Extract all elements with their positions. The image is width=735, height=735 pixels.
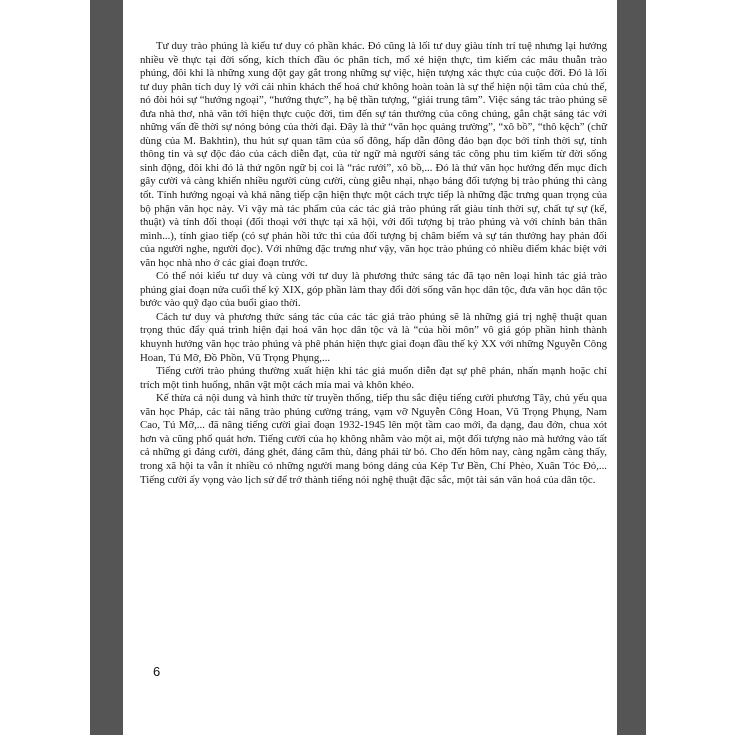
paragraph: Tiếng cười trào phúng thường xuất hiện khi tác giả muốn diễn đạt sự phê phán, nhấn mạnh hoặc chỉ trích một tình huống, nhân vật một cách mỉa mai và khôn khéo. xyxy=(140,365,607,391)
paragraph: Tư duy trào phúng là kiểu tư duy có phần khác. Đó cũng là lối tư duy giàu tính trí tuệ nhưng lại hướng nhiều về thực tại đời sống, kích thích đầu óc phân tích, mổ xẻ hiện thực, tìm kiếm các mâu thuẫn trào phúng, đôi khi là những xung đột gay gắt trong những sự việc, hiện tượng xác thực của cuộc đời. Đó là lối tư duy phân tích duy lý với cái nhìn khách thể hoá chứ không hoàn toàn là sự thể hiện nội tâm của chủ thể, nó đòi hỏi sự “hướng ngoại”, “hướng thực”, hạ bệ thần tượng, “giải trung tâm”. Việc sáng tác trào phúng sẽ đưa nhà thơ, nhà văn tới hiện thực cuộc đời, tìm đến sự tán thưởng của công chúng, gắn chặt sáng tác với những vấn đề thời sự nóng bỏng của thời đại. Đây là thứ “văn học quảng trường”, “xô bồ”, “thô kệch” (chữ dùng của M. Bakhtin), thu hút sự quan tâm của số đông, hấp dẫn đông đảo bạn đọc bởi tính thời sự, tính thông tin và sự độc đáo của cách diễn đạt, của từ ngữ mà người sáng tác công phu tìm kiếm từ đời sống sinh động, đôi khi đó là thứ ngôn ngữ bị coi là “rác rưởi”, xô bồ,... Đó là thứ văn học hướng đến mục đích gây cười và càng khiến nhiều người cùng cười, cùng giễu nhại, nhạo báng đối tượng bị trào phúng thì càng tốt. Tính hướng ngoại và khả năng tiếp cận hiện thực một cách trực tiếp là những đặc trưng quan trọng của bộ phận văn học này. Vì vậy mà tác phẩm của các tác giả trào phúng rất giàu tính thời sự, chất tự sự (kể, thuật) và tính đối thoại (đối thoại với thực tại xã hội, với đối tượng bị trào phúng và với chính bản thân mình...), tính giao tiếp (có sự phản hồi tức thì của đối tượng bị châm biếm và sự tán thưởng hay phản đối của người nghe, người đọc). Với những đặc trưng như vậy, văn học trào phúng có nhiều điểm khác biệt với văn học nhà nho ở các giai đoạn trước. xyxy=(140,40,607,269)
paragraph: Cách tư duy và phương thức sáng tác của các tác giả trào phúng sẽ là những giá trị nghệ thuật quan trọng thúc đẩy quá trình hiện đại hoá văn học dân tộc và là “của hồi môn” vô giá góp phần hình thành khuynh hướng văn học trào phúng và phê phán hiện thực giai đoạn đầu thế kỷ XX với những Nguyễn Công Hoan, Tú Mỡ, Đồ Phồn, Vũ Trọng Phụng,... xyxy=(140,310,607,364)
right-page-edge xyxy=(617,0,646,735)
left-page-edge xyxy=(90,0,123,735)
page-number: 6 xyxy=(153,664,161,679)
book-page xyxy=(123,0,617,735)
paragraph: Có thể nói kiểu tư duy và cùng với tư duy là phương thức sáng tác đã tạo nên loại hình tác giả trào phúng giai đoạn nửa cuối thế kỷ XIX, góp phần làm thay đổi đời sống văn học dân tộc, đưa văn học dân tộc bước vào quỹ đạo của buổi giao thời. xyxy=(140,270,607,310)
paragraph: Kế thừa cả nội dung và hình thức từ truyền thống, tiếp thu sắc điệu tiếng cười phương Tây, chủ yếu qua văn học Pháp, các tài năng trào phúng cường tráng, vạm vỡ Nguyễn Công Hoan, Vũ Trọng Phụng, Nam Cao, Tú Mỡ,... đã nâng tiếng cười giai đoạn 1932-1945 lên một tầm cao mới, đa dạng, đau đớn, chua xót hơn và cũng phổ quát hơn. Tiếng cười của họ không nhằm vào một ai, một đối tượng nào mà hướng vào tất cả những gì đáng cười, đáng ghét, đáng căm thù, đáng phải từ bỏ. Cho đến hôm nay, càng ngẫm càng thấy, trong xã hội ta vẫn ít nhiều có những người mang bóng dáng của Kép Tư Bền, Chí Phèo, Xuân Tóc Đỏ,... Tiếng cười ấy vọng vào lịch sử để trở thành tiếng nói nghệ thuật đặc sắc, một tài sản văn hoá của dân tộc. xyxy=(140,392,607,486)
page-body xyxy=(140,40,607,487)
